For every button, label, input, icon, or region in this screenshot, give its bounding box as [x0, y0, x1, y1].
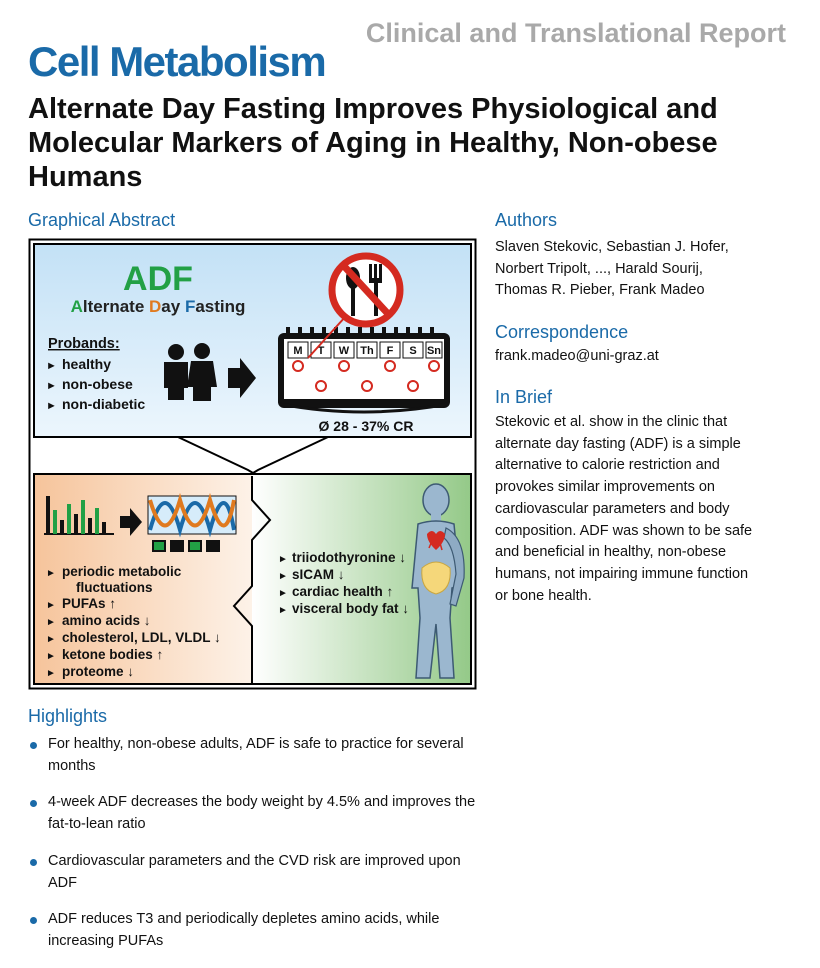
highlight-item: ADF reduces T3 and periodically depletes amino acids, while increasing PUFAs — [28, 909, 478, 952]
in-brief-text: Stekovic et al. show in the clinic that alternate day fasting (ADF) is a simple alternative to calorie restriction and provokes similar improvements on cardiovascular parameters and body composition. ADF was shown to be safe and beneficial in healthy, non-obese humans, not impairing immune function or bone health. — [495, 414, 753, 604]
adf-title: ADF — [123, 260, 193, 298]
correspondence-heading: Correspondence — [495, 322, 629, 342]
metabolic-effect: ketone bodies ↑ — [62, 647, 164, 662]
highlight-item: For healthy, non-obese adults, ADF is safe to practice for several months — [28, 734, 478, 777]
calendar-day: W — [338, 345, 350, 357]
metabolic-effect: PUFAs ↑ — [62, 596, 117, 611]
proband-bullet: ► — [46, 380, 57, 392]
effect-bullet: ► — [278, 588, 288, 599]
metabolic-effect: amino acids ↓ — [62, 613, 151, 628]
effect-bullet: ► — [46, 617, 56, 628]
graphical-abstract — [28, 238, 477, 690]
effect-bullet: ► — [46, 651, 56, 662]
effect-bullet: ► — [46, 568, 56, 579]
calendar-day: Sn — [426, 345, 442, 357]
physio-effect: triiodothyronine ↓ — [292, 550, 406, 565]
cr-label: Ø 28 - 37% CR — [318, 418, 414, 434]
calendar-day: F — [386, 345, 394, 357]
bullet-icon — [30, 742, 37, 749]
calendar-icon — [278, 327, 450, 412]
metabolic-effect: fluctuations — [76, 580, 153, 595]
proband-item: healthy — [62, 356, 112, 372]
physio-effect: visceral body fat ↓ — [292, 601, 410, 616]
probands-label: Probands: — [48, 336, 120, 352]
graphical-abstract-heading: Graphical Abstract — [28, 210, 176, 230]
effect-bullet: ► — [46, 600, 56, 611]
highlight-item: Cardiovascular parameters and the CVD risk are improved upon ADF — [28, 851, 478, 894]
authors-heading: Authors — [495, 210, 558, 230]
bullet-icon — [30, 800, 37, 807]
calendar-day: T — [317, 345, 325, 357]
physio-effect: sICAM ↓ — [292, 567, 345, 582]
no-eating-icon — [332, 256, 400, 324]
bullet-icon — [30, 917, 37, 924]
calendar-day: S — [409, 345, 417, 357]
effect-bullet: ► — [278, 571, 288, 582]
effect-bullet: ► — [278, 605, 288, 616]
effect-bullet: ► — [46, 634, 56, 645]
authors-list: Slaven Stekovic, Sebastian J. Hofer, Norbert Tripolt, ..., Harald Sourij, Thomas R. Pieber, Frank Madeo — [495, 239, 729, 299]
metabolic-effect: proteome ↓ — [62, 664, 135, 679]
in-brief-heading: In Brief — [495, 387, 553, 407]
effect-bullet: ► — [278, 554, 288, 565]
journal-name: Cell Metabolism — [28, 38, 326, 85]
effect-bullet: ► — [46, 668, 56, 679]
calendar-day: M — [293, 345, 303, 357]
bullet-icon — [30, 859, 37, 866]
physio-effect: cardiac health ↑ — [292, 584, 394, 599]
highlight-item: 4-week ADF decreases the body weight by 4.5% and improves the fat-to-lean ratio — [28, 792, 478, 835]
calendar-day: Th — [360, 345, 374, 357]
proband-item: non-diabetic — [62, 396, 146, 412]
proband-bullet: ► — [46, 360, 57, 372]
correspondence-email[interactable]: frank.madeo@uni-graz.at — [495, 348, 659, 364]
highlights-heading: Highlights — [28, 706, 108, 726]
report-type: Clinical and Translational Report — [365, 18, 786, 48]
metabolic-effect: cholesterol, LDL, VLDL ↓ — [62, 630, 221, 645]
paper-title: Alternate Day Fasting Improves Physiological and Molecular Markers of Aging in Healthy, Non-obese Humans — [28, 93, 718, 193]
highlights-list — [28, 734, 478, 968]
adf-subtitle: Alternate Day Fasting — [70, 297, 246, 316]
proband-bullet: ► — [46, 400, 57, 412]
metabolic-effect: periodic metabolic — [62, 564, 182, 579]
proband-item: non-obese — [62, 376, 133, 392]
